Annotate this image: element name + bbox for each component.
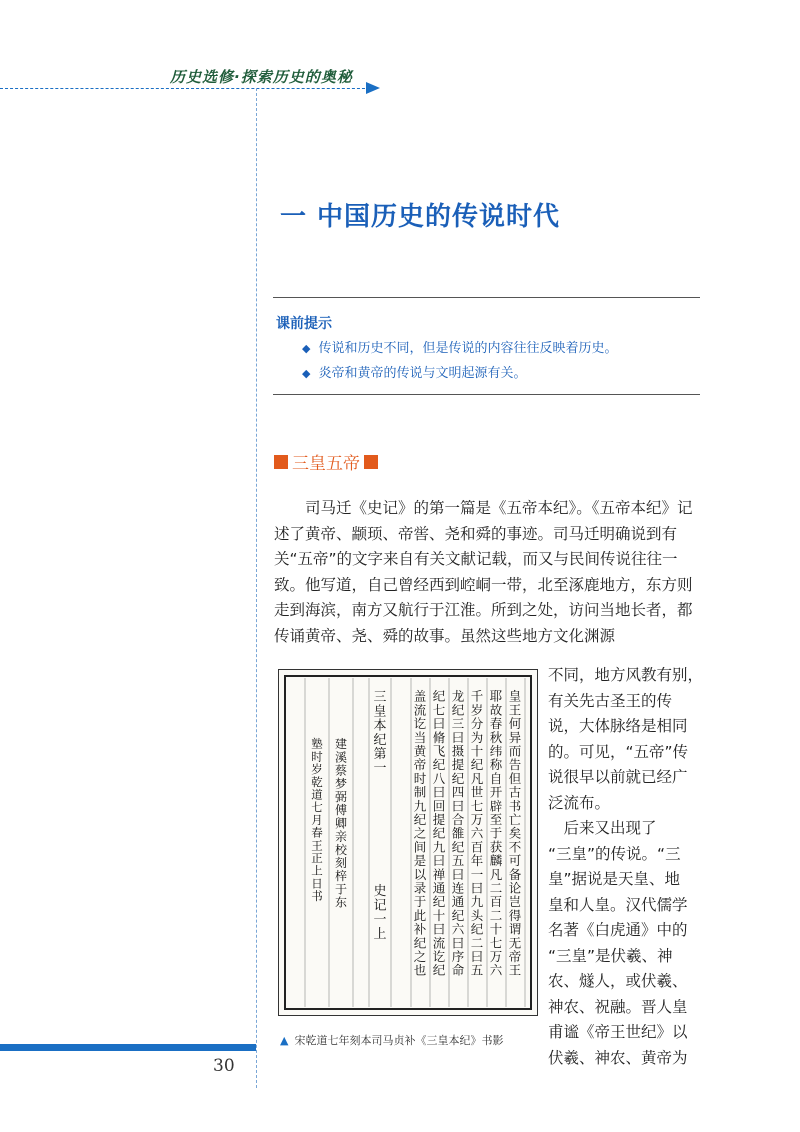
side-line: 皇”据说是天皇、地 bbox=[548, 870, 681, 888]
side-line: 后来又出现了 bbox=[548, 819, 657, 837]
tips-top-rule bbox=[273, 297, 700, 298]
side-line: 名著《白虎通》中的 bbox=[548, 921, 688, 939]
triangle-marker-icon: ▲ bbox=[280, 1034, 289, 1047]
side-line: 说很早以前就已经广 bbox=[548, 768, 688, 786]
tip-text: 传说和历史不同，但是传说的内容往往反映着历史。 bbox=[318, 341, 618, 356]
arrow-right-icon bbox=[366, 82, 380, 94]
side-line: 泛流布。 bbox=[548, 793, 611, 812]
square-marker-icon bbox=[274, 455, 288, 469]
series-title: 历史选修·探索历史的奥秘 bbox=[170, 68, 353, 86]
main-paragraph-block bbox=[274, 496, 704, 649]
side-text-column bbox=[548, 663, 704, 1071]
side-line: 伏羲、神农、黄帝为 bbox=[548, 1048, 688, 1067]
side-line: 的。可见，“五帝”传 bbox=[548, 742, 689, 761]
tip-item bbox=[302, 337, 617, 356]
diamond-bullet-icon: ◆ bbox=[302, 342, 311, 355]
book-text-column: 盖流讫当黄帝时制九纪之间是以录于此补纪之也 bbox=[413, 688, 427, 978]
tips-bottom-rule bbox=[273, 394, 700, 395]
diamond-bullet-icon: ◆ bbox=[302, 367, 311, 380]
chapter-title: 一 中国历史的传说时代 bbox=[280, 202, 561, 232]
book-text-column: 纪七曰脩飞纪八曰回提纪九曰禅通纪十曰流讫纪 bbox=[432, 688, 446, 978]
book-text-column: 史记一上 bbox=[373, 884, 387, 942]
side-line: 说，大体脉络是相同 bbox=[548, 717, 688, 735]
tip-text: 炎帝和黄帝的传说与文明起源有关。 bbox=[318, 366, 527, 381]
book-text-column: 三皇本纪第一 bbox=[373, 690, 387, 777]
side-line: 甫谧《帝王世纪》以 bbox=[548, 1023, 688, 1041]
caption-text: 宋乾道七年刻本司马贞补《三皇本纪》书影 bbox=[294, 1034, 504, 1047]
book-text-column: 耶故春秋纬称自开辟至于获麟凡二百二十七万六 bbox=[489, 688, 503, 978]
side-line: “三皇”的传说。“三 bbox=[548, 844, 681, 863]
book-text-column: 千岁分为十纪凡世七万六百年一曰九头纪二曰五 bbox=[470, 688, 484, 978]
side-line: “三皇”是伏羲、神 bbox=[548, 946, 673, 965]
book-text-column: 皇王何异而告但古书亡矣不可备论岂得谓无帝王 bbox=[508, 688, 522, 978]
side-line: 皇和人皇。汉代儒学 bbox=[548, 895, 688, 914]
margin-dashed-rule bbox=[256, 88, 257, 1088]
side-line: 不同，地方风教有别， bbox=[548, 666, 704, 684]
main-paragraph: 司马迁《史记》的第一篇是《五帝本纪》。《五帝本纪》记述了黄帝、颛顼、帝喾、尧和舜的事迹。司马迁明确说到有关“五帝”的文字来自有关文献记载，而又与民间传说往往一致。他写道，自己曾经西到崆峒一带，北至涿鹿地方，东方则走到海滨，南方又航行于江淮。所到之处，访问当地长者，都传诵黄帝、尧、舜的故事。虽然这些地方文化渊源 bbox=[274, 499, 693, 645]
tip-item bbox=[302, 362, 526, 381]
header-dashed-rule bbox=[0, 88, 370, 89]
tips-title: 课前提示 bbox=[276, 316, 332, 332]
figure-caption bbox=[280, 1032, 503, 1048]
side-line: 神农、祝融。晋人皇 bbox=[548, 997, 688, 1016]
book-text-column: 塾时岁乾道七月春王正上日书 bbox=[311, 736, 323, 904]
ancient-book-image bbox=[278, 669, 538, 1016]
section-title: 三皇五帝 bbox=[292, 454, 360, 474]
book-text-column: 建溪蔡梦弼傅卿亲校刻梓于东 bbox=[334, 737, 348, 910]
section-heading bbox=[274, 449, 378, 474]
page-number: 30 bbox=[213, 1056, 235, 1076]
side-line: 农、燧人，或伏羲、 bbox=[548, 972, 688, 990]
side-line: 有关先古圣王的传 bbox=[548, 691, 673, 710]
book-text-column: 龙纪三曰摄提纪四曰合雒纪五曰连通纪六曰序命 bbox=[451, 688, 465, 978]
book-page-figure bbox=[279, 670, 537, 1015]
square-marker-icon bbox=[364, 455, 378, 469]
footer-bar bbox=[0, 1044, 256, 1051]
